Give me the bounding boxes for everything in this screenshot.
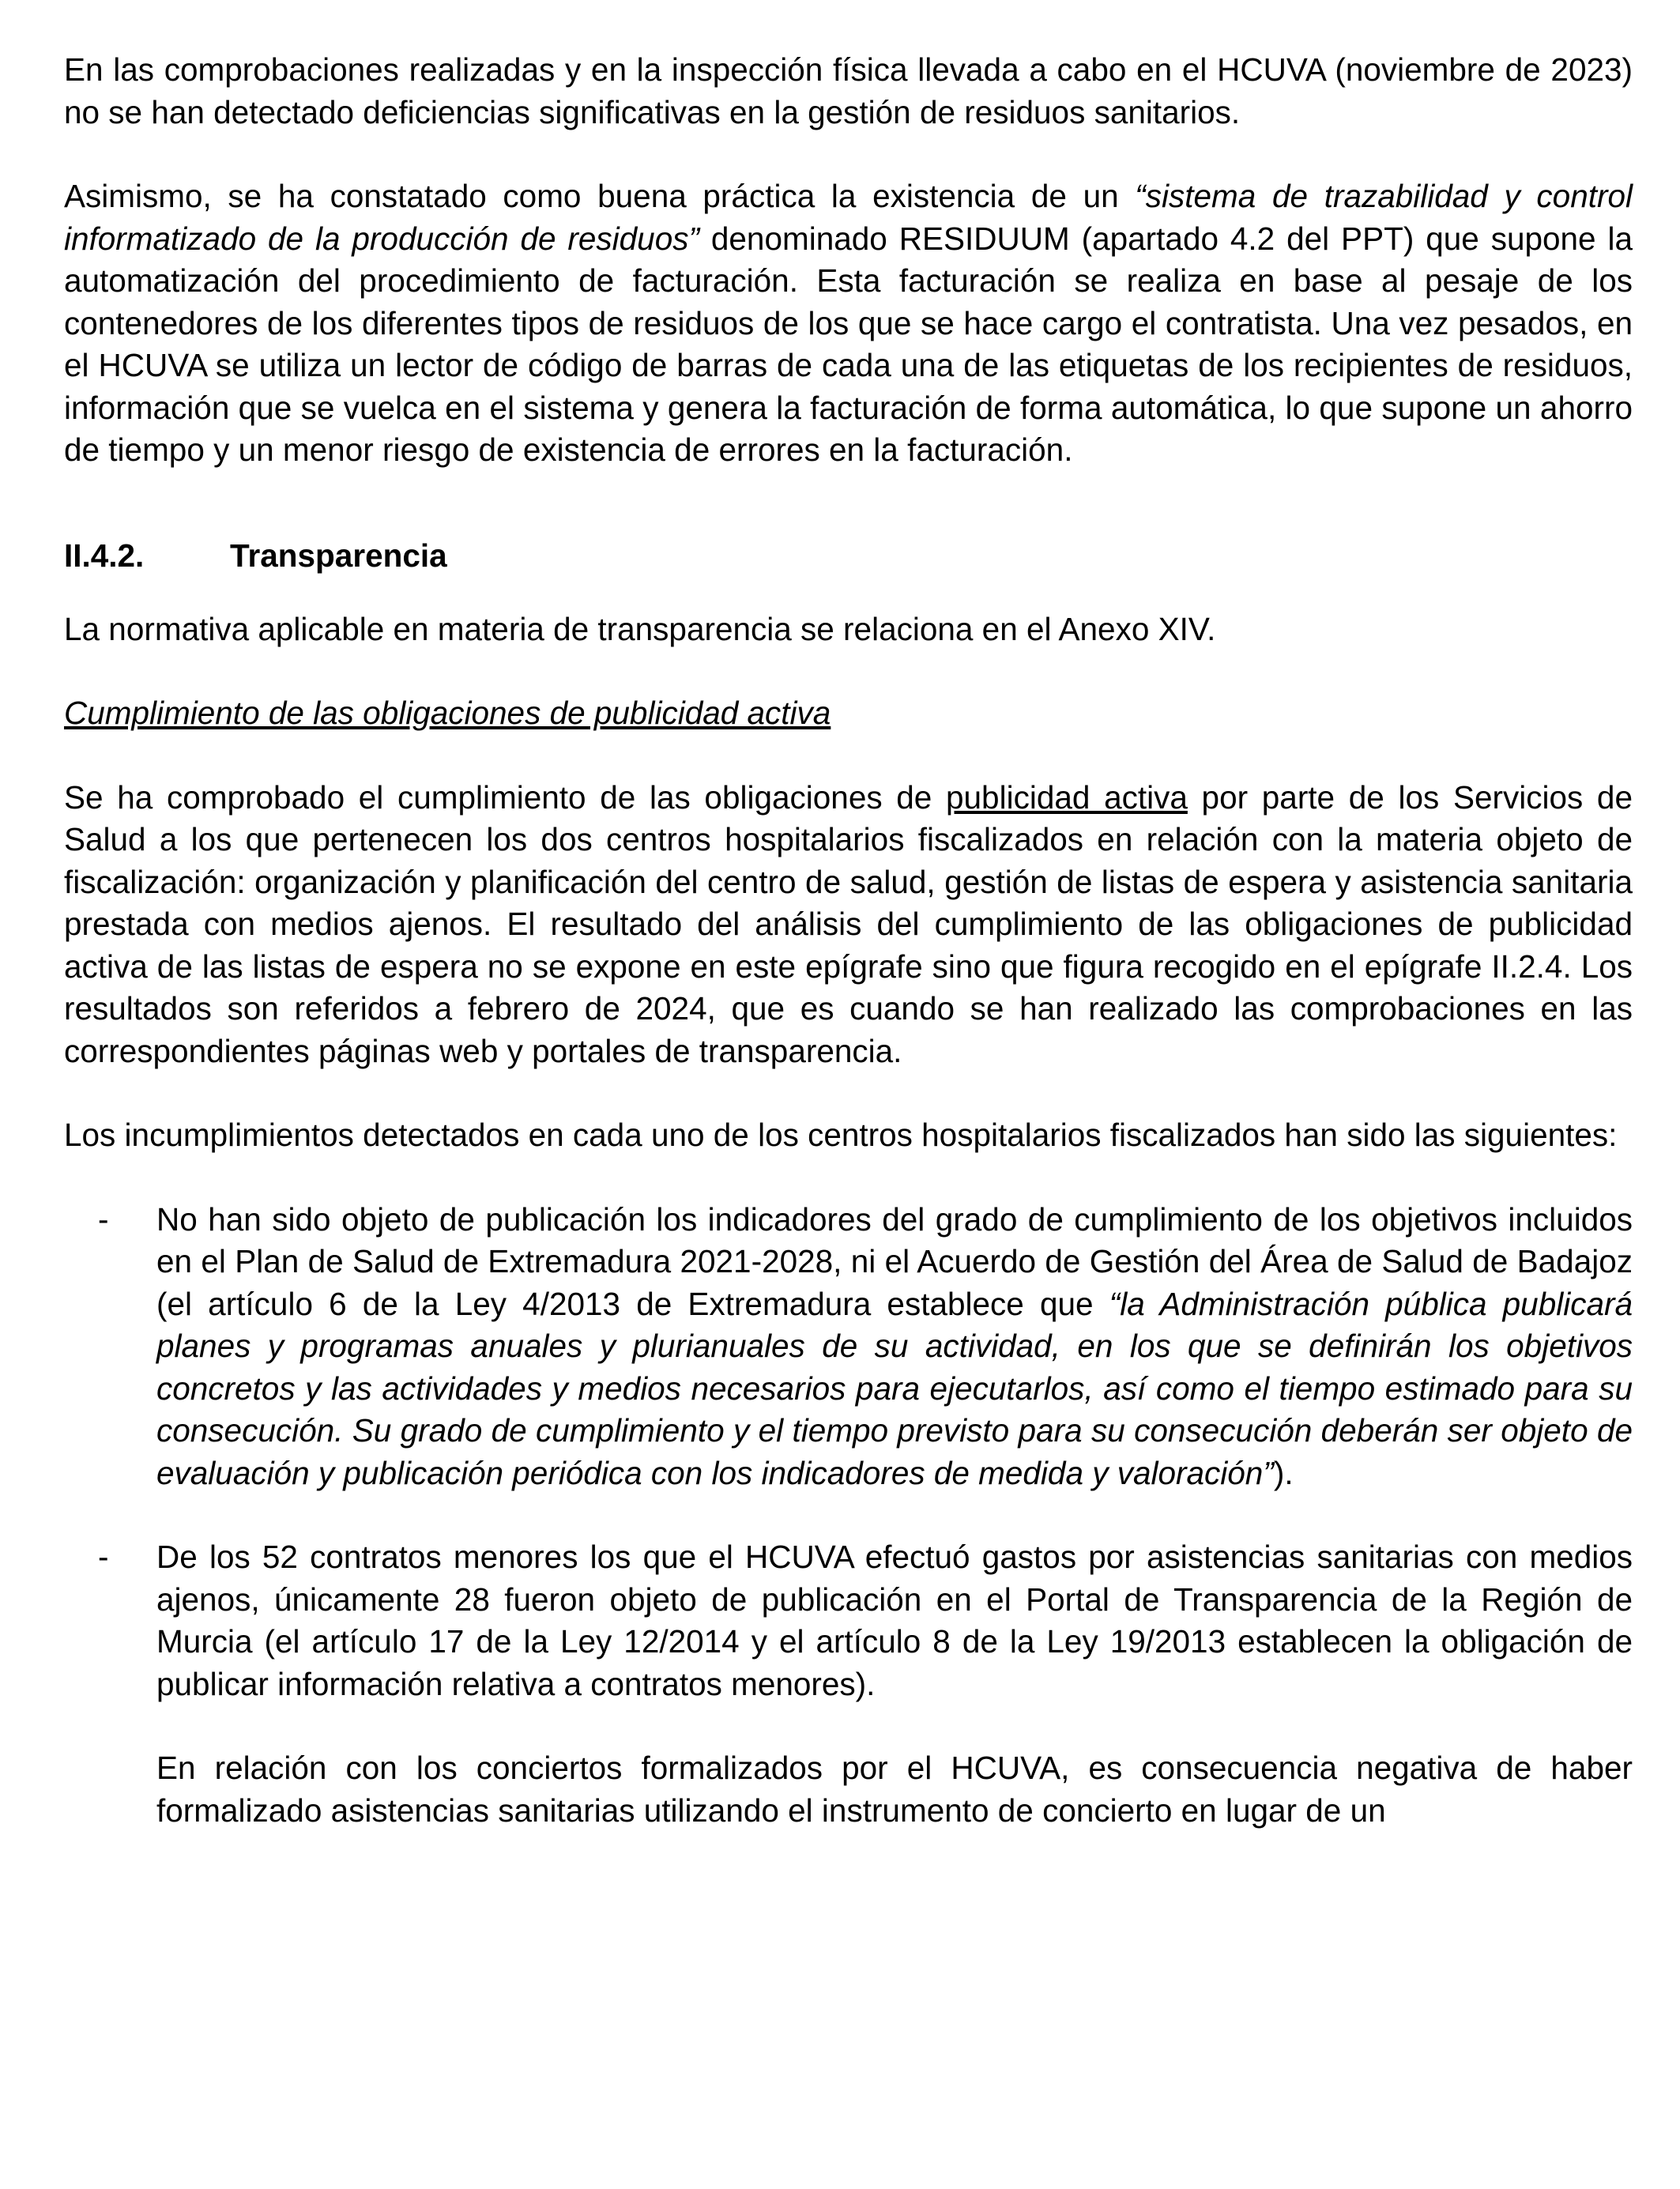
italic-quote: “la Administración pública publicará planes y programas anuales y plurianuales de su actividad, en los que se definirán los objetivos concretos y las actividades y medios necesarios para ejecutarlos, así como el tiempo estimado para su consecución. Su grado de cumplimiento y el tiempo previsto para su consecución deberán ser objeto de evaluación y publicación periódica con los indicadores de medida y valoración” [156, 1285, 1633, 1491]
bullet-dash: - [98, 1200, 109, 1238]
paragraph-residuum [64, 175, 1633, 472]
paragraph-publicidad [64, 777, 1633, 1073]
paragraph-normativa: La normativa aplicable en materia de transparencia se relaciona en el Anexo XIV. [64, 610, 1216, 647]
paragraph-incumplimientos: Los incumplimientos detectados en cada uno de los centros hospitalarios fiscalizados han sido las siguientes: [64, 1117, 1618, 1153]
text-segment: por parte de los Servicios de Salud a los que pertenecen los dos centros hospitalarios fiscalizados en relación con la materia objeto de fiscalización: organización y planificación del centro de salud, gestión de listas de espera y asistencia sanitaria prestada con medios ajenos. El resultado del análisis del cumplimiento de las obligaciones de publicidad activa de las listas de espera no se expone en este epígrafe sino que figura recogido en el epígrafe II.2.4. Los resultados son referidos a febrero de 2024, que es cuando se han realizado las comprobaciones en las correspondientes páginas web y portales de transparencia. [64, 778, 1633, 1069]
italic-quote: “sistema de trazabilidad y control informatizado de la producción de residuos” [64, 178, 1633, 257]
list-item [64, 1199, 1633, 1495]
list-item-text [156, 1199, 1633, 1495]
list-item-text: De los 52 contratos menores los que el HCUVA efectuó gastos por asistencias sanitarias con medios ajenos, únicamente 28 fueron objeto de publicación en el Portal de Transparencia de la Región de Murcia (el artículo 17 de la Ley 12/2014 y el artículo 8 de la Ley 19/2013 establecen la obligación de publicar información relativa a contratos menores). [156, 1539, 1633, 1702]
section-heading [64, 535, 1633, 577]
text-segment: Asimismo, se ha constatado como buena práctica la existencia de un [64, 178, 1136, 214]
text-segment: No han sido objeto de publicación los indicadores del grado de cumplimiento de los objetivos incluidos en el Plan de Salud de Extremadura 2021-2028, ni el Acuerdo de Gestión del Área de Salud de Badajoz (el artículo 6 de la Ley 4/2013 de Extremadura establece que [156, 1200, 1633, 1322]
paragraph-conciertos: En relación con los conciertos formalizados por el HCUVA, es consecuencia negativa de haber formalizado asistencias sanitarias utilizando el instrumento de concierto en lugar de un [156, 1750, 1633, 1829]
text-segment: ). [1273, 1454, 1294, 1491]
subheading: Cumplimiento de las obligaciones de publicidad activa [64, 695, 831, 731]
underlined-term: publicidad activa [946, 778, 1188, 816]
list-item [64, 1536, 1633, 1705]
text-segment: denominado RESIDUUM (apartado 4.2 del PPT) que supone la automatización del procedimiento de facturación. Esta facturación se realiza en base al pesaje de los contenedores de los diferentes tipos de residuos de los que se hace cargo el contratista. Una vez pesados, en el HCUVA se utiliza un lector de código de barras de cada una de las etiquetas de los recipientes de residuos, información que se vuelca en el sistema y genera la facturación de forma automática, lo que supone un ahorro de tiempo y un menor riesgo de existencia de errores en la facturación. [64, 220, 1633, 468]
text-segment: Se ha comprobado el cumplimiento de las obligaciones de [64, 778, 946, 816]
paragraph-residuos: En las comprobaciones realizadas y en la inspección física llevada a cabo en el HCUVA (noviembre de 2023) no se han detectado deficiencias significativas en la gestión de residuos sanitarios. [64, 51, 1633, 130]
section-title: Transparencia [230, 537, 447, 574]
bullet-dash: - [98, 1539, 109, 1575]
section-number: II.4.2. [64, 537, 145, 574]
document-page [64, 49, 1633, 1874]
